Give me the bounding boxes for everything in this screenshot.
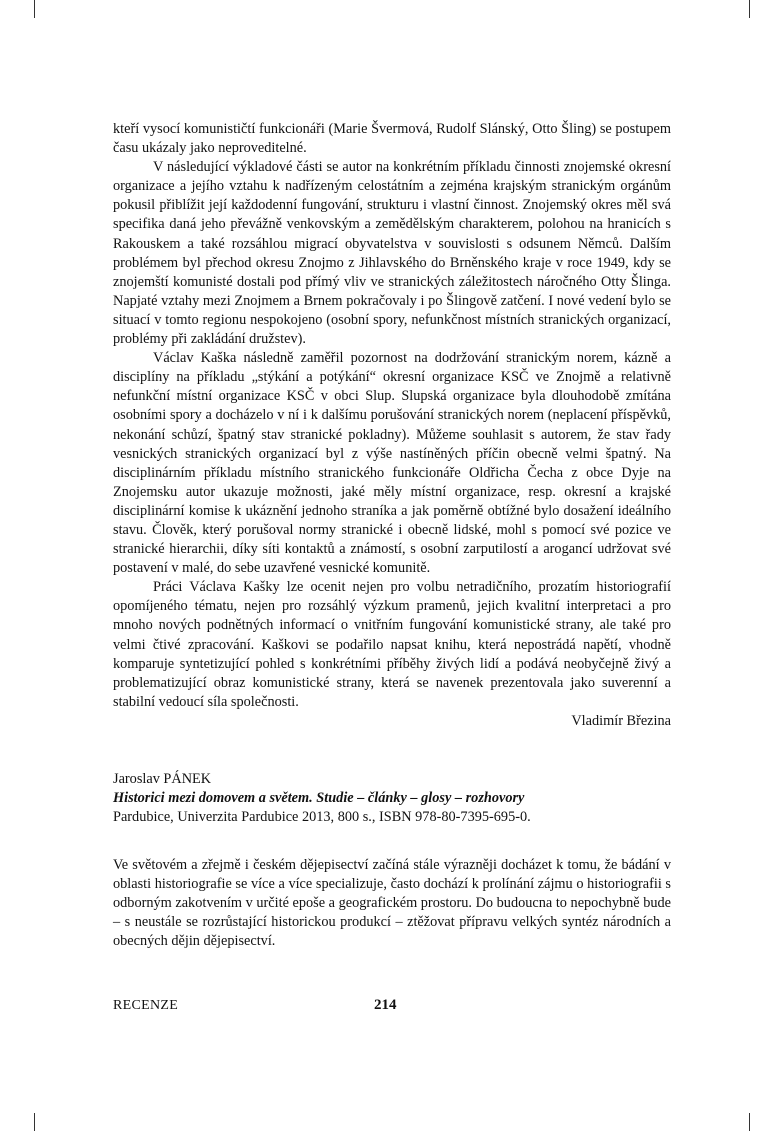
review-signature: Vladimír Březina: [571, 712, 671, 729]
crop-mark-bottom-right: [749, 1113, 750, 1131]
review-book-title: Historici mezi domovem a světem. Studie – články – glosy – rozhovory: [113, 790, 525, 807]
page-number: 214: [374, 997, 397, 1013]
footer-section-label: RECENZE: [113, 998, 179, 1013]
paragraph-4: Práci Václava Kašky lze ocenit nejen pro volbu netradičního, prozatím historiografií opomíjeného tématu, nejen pro rozsáhlý výzkum pramenů, jejich kvalitní interpretaci a pro mnoho nových podnětných informací o vnitřním fungování komunistické strany, ale také pro velmi čtivé zpracování. Kaškovi se podařilo napsat knihu, která nepostrádá napětí, vhodně komparuje syntetizující pohled s konkrétními příběhy živých lidí a podává neobyčejně živý a problematizující obraz komunistické strany, která se navenek prezentovala jako suverenní a stabilní vedoucí síla společnosti.: [113, 579, 671, 710]
paragraph-2: V následující výkladové části se autor na konkrétním příkladu činnosti znojemské okresní organizace a jejího vztahu k nadřízeným celostátním a zejména krajským stranickým orgánům pokusil přiblížit její každodenní fungování, strukturu i vlastní činnost. Znojemský okres měl svá specifika daná jeho převážně venkovským a zemědělským charakterem, polohou na hranicích s Rakouskem a také rozsáhlou migrací obyvatelstva v souvislosti s odsunem Němců. Dalším problémem byl přechod okresu Znojmo z Jihlavského do Brněnského kraje v roce 1949, kdy se znojemští komunisté dostali pod přímý vliv ve stranických záležitostech náročného Otty Šlinga. Napjaté vztahy mezi Znojmem a Brnem pokračovaly i po Šlingově zatčení. I nové vedení bylo se situací v tomto regionu nespokojeno (osobní spory, nefunkčnost místních stranických organizací, problémy při zakládání družstev).: [113, 159, 671, 348]
crop-mark-top-right: [749, 0, 750, 18]
crop-mark-bottom-left: [34, 1113, 35, 1131]
review-book-publication: Pardubice, Univerzita Pardubice 2013, 800 s., ISBN 978-80-7395-695-0.: [113, 809, 531, 826]
review-body: [113, 856, 671, 951]
paragraph-3: Václav Kaška následně zaměřil pozornost na dodržování stranickým norem, kázně a disciplíny na příkladu „stýkání a potýkání“ okresní organizace KSČ ve Znojmě a relativně nefunkční místní organizace KSČ v obci Slup. Slupská organizace byla dlouhodobě zmítána osobními spory a docházelo v ní i k dalšímu porušování stranických norem (neplacení příspěvků, nekonání schůzí, špatný stav stranické pokladny). Můžeme souhlasit s autorem, že stav řady vesnických stranických organizací byl z výše nastíněných příčin obecně velmi špatný. Na disciplinárním příkladu místního stranického funkcionáře Oldřicha Čecha z obce Dyje na Znojemsku autor ukazuje možnosti, jaké měly místní organizace, resp. okresní a krajské disciplinární komise k ukáznění jednoho straníka a jak poměrně obtížné bylo dosažení ideálního stavu. Člověk, který porušoval normy stranické i obecně lidské, mohl s pomocí své pozice ve stranické hierarchii, díky síti kontaktů a známostí, s osobní zarputilostí a arogancí udržovat své postavení v malé, do sebe uzavřené vesnické komunitě.: [113, 350, 671, 577]
paragraph-1: kteří vysocí komunističtí funkcionáři (Marie Švermová, Rudolf Slánský, Otto Šling) se postupem času ukázaly jako neproveditelné.: [113, 121, 671, 157]
review-paragraph: Ve světovém a zřejmě i českém dějepisectví začíná stále výrazněji docházet k tomu, že bádání v oblasti historiografie se více a více specializuje, často dochází k prolínání zájmu o historiografii s odborným zakotvením v určité epoše a geografickém prostoru. Do budoucna to nepochybně bude – s neustále se rozrůstající historickou produkcí – ztěžovat přípravu velkých syntéz národních a obecných dějin dějepisectví.: [113, 857, 671, 950]
crop-mark-top-left: [34, 0, 35, 18]
main-text: [113, 120, 671, 731]
review-header: [113, 770, 671, 827]
review-book-author: Jaroslav PÁNEK: [113, 771, 212, 787]
